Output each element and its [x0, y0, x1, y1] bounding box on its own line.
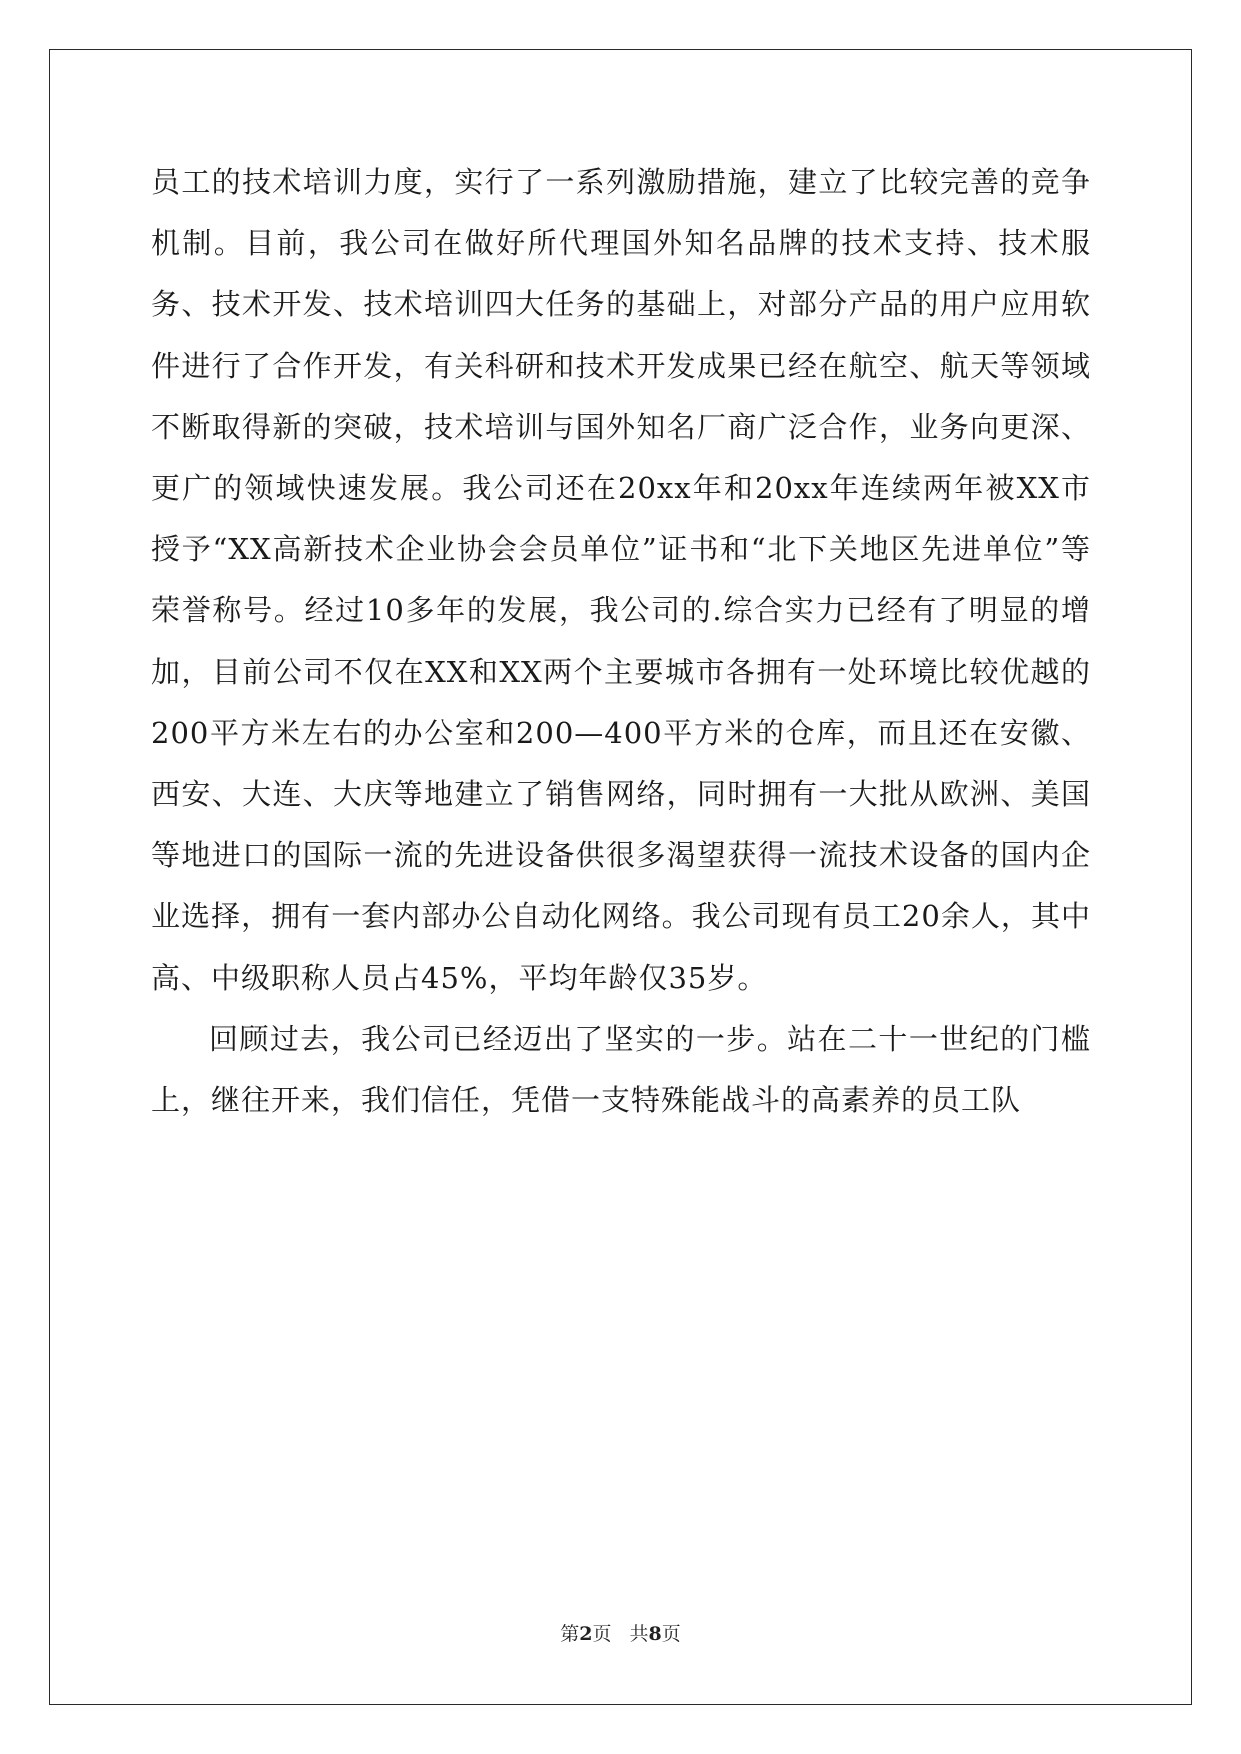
document-body [151, 152, 1091, 1131]
paragraph-2: 回顾过去，我公司已经迈出了坚实的一步。站在二十一世纪的门槛上，继往开来，我们信任，凭借一支特殊能战斗的高素养的员工队 [151, 1021, 1091, 1118]
total-pages: 8 [648, 1623, 662, 1645]
page-prefix: 第 [560, 1623, 580, 1645]
total-suffix: 页 [661, 1623, 681, 1645]
page-number: 2 [579, 1623, 593, 1645]
page-suffix: 页 [592, 1623, 612, 1645]
total-prefix: 共 [629, 1623, 649, 1645]
paragraph-1: 员工的技术培训力度，实行了一系列激励措施，建立了比较完善的竞争机制。目前，我公司在做好所代理国外知名品牌的技术支持、技术服务、技术开发、技术培训四大任务的基础上，对部分产品的用户应用软件进行了合作开发，有关科研和技术开发成果已经在航空、航天等领域不断取得新的突破，技术培训与国外知名厂商广泛合作，业务向更深、更广的领域快速发展。我公司还在20xx年和20xx年连续两年被XX市授予“XX高新技术企业协会会员单位”证书和“北下关地区先进单位”等荣誉称号。经过10多年的发展，我公司的.综合实力已经有了明显的增加，目前公司不仅在XX和XX两个主要城市各拥有一处环境比较优越的200平方米左右的办公室和200—400平方米的仓库，而且还在安徽、西安、大连、大庆等地建立了销售网络，同时拥有一大批从欧洲、美国等地进口的国际一流的先进设备供很多渴望获得一流技术设备的国内企业选择，拥有一套内部办公自动化网络。我公司现有员工20余人，其中高、中级职称人员占45%，平均年龄仅35岁。 [151, 165, 1091, 995]
page-footer [0, 1622, 1241, 1646]
